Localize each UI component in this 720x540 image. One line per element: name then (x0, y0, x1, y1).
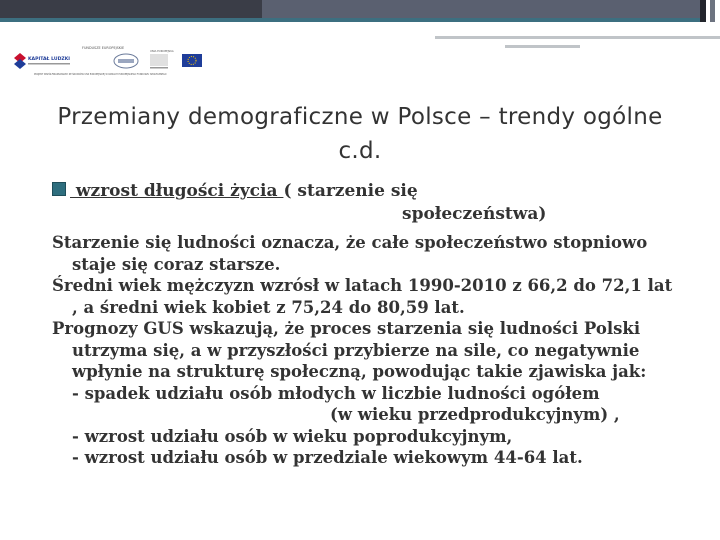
kapital-ludzki-logo (14, 53, 70, 69)
eu-label: UNIA EUROPEJSKA (150, 50, 174, 53)
funding-logos (10, 44, 210, 80)
logos-headline: FUNDUSZE EUROPEJSKIE (82, 46, 125, 50)
bullet-line2: społeczeństwa) (402, 204, 547, 224)
slide-title: Przemiany demograficzne w Polsce – trendy ogólne c.d. (57, 104, 663, 164)
paragraph-life-expectancy: Średni wiek mężczyzn wzrósł w latach 1990-2010 z 66,2 do 72,1 lat , a średni wiek kobiet z 75,24 do 80,59 lat. (52, 276, 673, 317)
human-capital-logo (114, 54, 138, 68)
list-item: - wzrost udziału osób w wieku poprodukcyjnym, (72, 426, 513, 446)
funding-logos-graphic (10, 44, 210, 80)
list-item-text: - spadek udziału osób młodych w liczbie ludności ogółem (72, 383, 600, 403)
top-decoration-bar (0, 0, 720, 22)
header-rule (435, 36, 720, 39)
list-item-continuation: (w wieku przedprodukcyjnym) , (330, 405, 620, 424)
header-rule-short (505, 45, 580, 48)
slide-body (52, 232, 682, 469)
checkbox-bullet-icon (52, 182, 66, 196)
kapital-ludzki-label: KAPITAŁ LUDZKI (28, 57, 70, 62)
paragraph-aging: Starzenie się ludności oznacza, że całe społeczeństwo stopniowo staje się coraz starsze. (52, 233, 648, 274)
bullet-heading (52, 180, 672, 226)
list-item: - wzrost udziału osób w przedziale wiekowym 44-64 lat. (72, 448, 583, 467)
bullet-rest: ( starzenie się (283, 181, 418, 201)
list-item (52, 383, 682, 426)
eu-flag-logo (150, 49, 202, 69)
paragraph-forecast: Prognozy GUS wskazują, że proces starzenia się ludności Polski utrzyma się, a w przyszłości przybierze na sile, co negatywnie wpłynie na strukturę społeczną, powodując takie zjawiska jak: (52, 319, 647, 381)
bullet-lead: wzrost długości życia (70, 181, 284, 201)
logos-footer: PROJEKT WSPÓŁFINANSOWANY ZE ŚRODKÓW UNII EUROPEJSKIEJ W RAMACH EUROPEJSKIEGO FUNDUSZU SPOŁECZNEGO (34, 73, 167, 76)
